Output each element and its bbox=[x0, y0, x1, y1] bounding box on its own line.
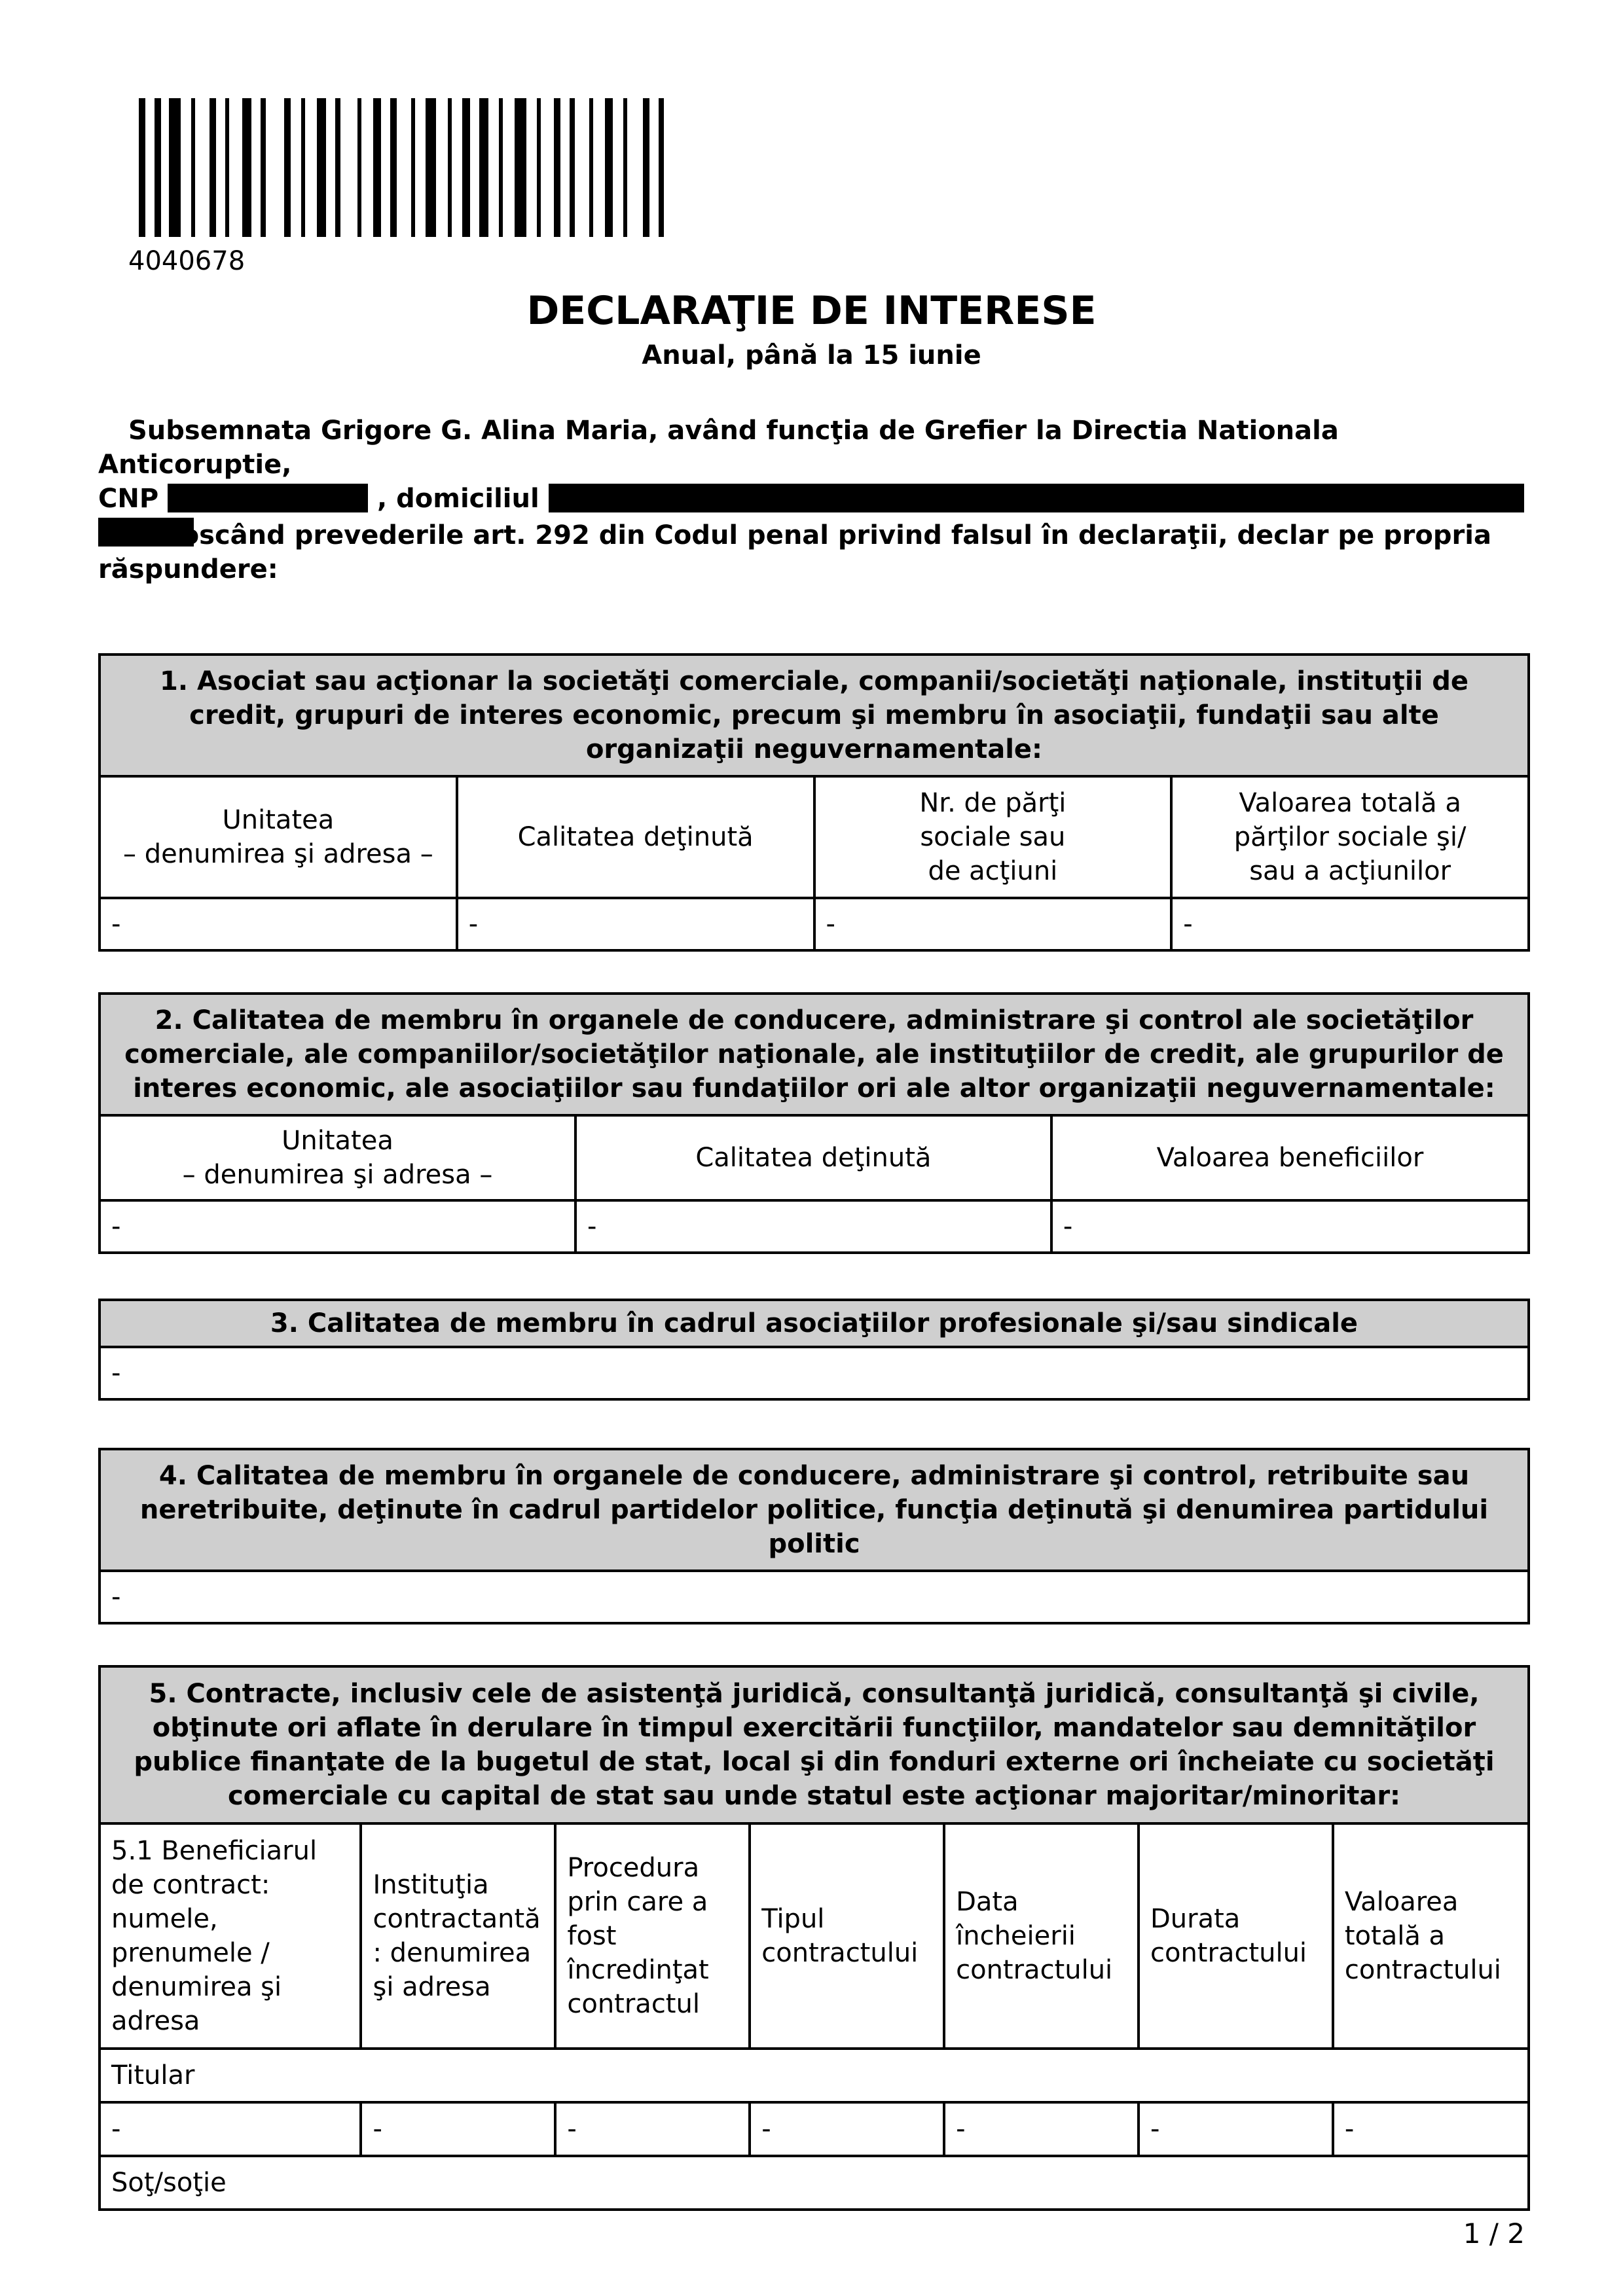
column-header: Tipul contractului bbox=[750, 1823, 944, 2049]
section-3-title: 3. Calitatea de membru în cadrul asociaţiilor profesionale şi/sau sindicale bbox=[100, 1300, 1529, 1347]
section-1-title: 1. Asociat sau acţionar la societăţi comerciale, companii/societăţi naţionale, instituţii de credit, grupuri de interes economic, precum şi membru în asociaţii, fundaţii sau alte organizaţii neguvernamentale: bbox=[100, 655, 1529, 776]
table-cell: - bbox=[1171, 898, 1529, 950]
barcode bbox=[139, 98, 885, 237]
titular-label: Titular bbox=[100, 2049, 1529, 2102]
document-subtitle: Anual, până la 15 iunie bbox=[642, 340, 981, 370]
section-3-table bbox=[98, 1299, 1530, 1401]
table-row bbox=[100, 1200, 1529, 1253]
legal-statement: cunoscând prevederile art. 292 din Codul penal privind falsul în declaraţii, declar pe propria răspundere: bbox=[98, 520, 1491, 584]
table-row bbox=[100, 2102, 1529, 2156]
section-5-table bbox=[98, 1665, 1530, 2211]
table-row bbox=[100, 1571, 1529, 1623]
document-title: DECLARAŢIE DE INTERESE bbox=[526, 288, 1097, 334]
section-1-table bbox=[98, 653, 1530, 952]
declarant-line: Subsemnata Grigore G. Alina Maria, având funcţia de Grefier la Directia Nationala Anticoruptie, bbox=[98, 416, 1339, 480]
table-cell: - bbox=[814, 898, 1172, 950]
section-4-table bbox=[98, 1448, 1530, 1624]
table-cell: - bbox=[575, 1200, 1051, 1253]
cnp-label: CNP bbox=[98, 484, 159, 514]
table-cell: - bbox=[100, 1571, 1529, 1623]
section-4-title: 4. Calitatea de membru în organele de conducere, administrare şi control, retribuite sau neretribuite, deţinute în cadrul partidelor politice, funcţia deţinută şi denumirea partidului politic bbox=[100, 1449, 1529, 1571]
domiciliu-label: , domiciliul bbox=[377, 484, 539, 514]
table-row bbox=[100, 898, 1529, 950]
column-header: Calitatea deţinută bbox=[575, 1115, 1051, 1200]
titular-row bbox=[100, 2049, 1529, 2102]
redacted-cnp bbox=[168, 484, 368, 512]
column-header: Valoarea beneficiilor bbox=[1051, 1115, 1529, 1200]
table-cell: - bbox=[100, 2102, 361, 2156]
table-cell: - bbox=[457, 898, 814, 950]
section-1-header-row bbox=[100, 776, 1529, 898]
column-header: 5.1 Beneficiarul de contract: numele, prenumele / denumirea şi adresa bbox=[100, 1823, 361, 2049]
table-cell: - bbox=[1139, 2102, 1333, 2156]
section-5-title: 5. Contracte, inclusiv cele de asistenţă juridică, consultanţă juridică, consultanţă şi civile, obţinute ori aflate în derulare în timpul exercitării funcţiilor, mandatelor sau demnităţilor publice finanţate de la bugetul de stat, local şi din fonduri externe ori încheiate cu societăţi comerciale cu capital de stat sau unde statul este acţionar majoritar/minoritar: bbox=[100, 1666, 1529, 1823]
section-2-title: 2. Calitatea de membru în organele de conducere, administrare şi control ale societăţilor comerciale, ale companiilor/societăţilor naţionale, ale instituţiilor de credit, ale grupurilor de interes economic, ale asociaţiilor sau fundaţiilor ori ale altor organizaţii neguvernamentale: bbox=[100, 994, 1529, 1115]
column-header: Durata contractului bbox=[1139, 1823, 1333, 2049]
column-header: Instituţia contractantă : denumirea şi adresa bbox=[361, 1823, 555, 2049]
spouse-row bbox=[100, 2156, 1529, 2210]
column-header: Unitatea – denumirea şi adresa – bbox=[100, 776, 457, 898]
redacted-address bbox=[549, 484, 1524, 512]
table-cell: - bbox=[361, 2102, 555, 2156]
column-header: Nr. de părţi sociale sau de acţiuni bbox=[814, 776, 1172, 898]
spouse-label: Soţ/soţie bbox=[100, 2156, 1529, 2210]
column-header: Procedura prin care a fost încredinţat contractul bbox=[555, 1823, 750, 2049]
column-header: Unitatea – denumirea şi adresa – bbox=[100, 1115, 575, 1200]
table-cell: - bbox=[750, 2102, 944, 2156]
table-cell: - bbox=[555, 2102, 750, 2156]
table-cell: - bbox=[100, 1200, 575, 1253]
section-5-header-row bbox=[100, 1823, 1529, 2049]
section-2-header-row bbox=[100, 1115, 1529, 1200]
section-2-table bbox=[98, 992, 1530, 1254]
page-number: 1 / 2 bbox=[1463, 2217, 1525, 2250]
barcode-number: 4040678 bbox=[128, 246, 246, 276]
table-cell: - bbox=[944, 2102, 1139, 2156]
column-header: Calitatea deţinută bbox=[457, 776, 814, 898]
table-cell: - bbox=[1333, 2102, 1529, 2156]
column-header: Valoarea totală a părţilor sociale şi/ sau a acţiunilor bbox=[1171, 776, 1529, 898]
table-cell: - bbox=[1051, 1200, 1529, 1253]
column-header: Valoarea totală a contractului bbox=[1333, 1823, 1529, 2049]
column-header: Data încheierii contractului bbox=[944, 1823, 1139, 2049]
table-cell: - bbox=[100, 898, 457, 950]
table-cell: - bbox=[100, 1347, 1529, 1399]
table-row bbox=[100, 1347, 1529, 1399]
